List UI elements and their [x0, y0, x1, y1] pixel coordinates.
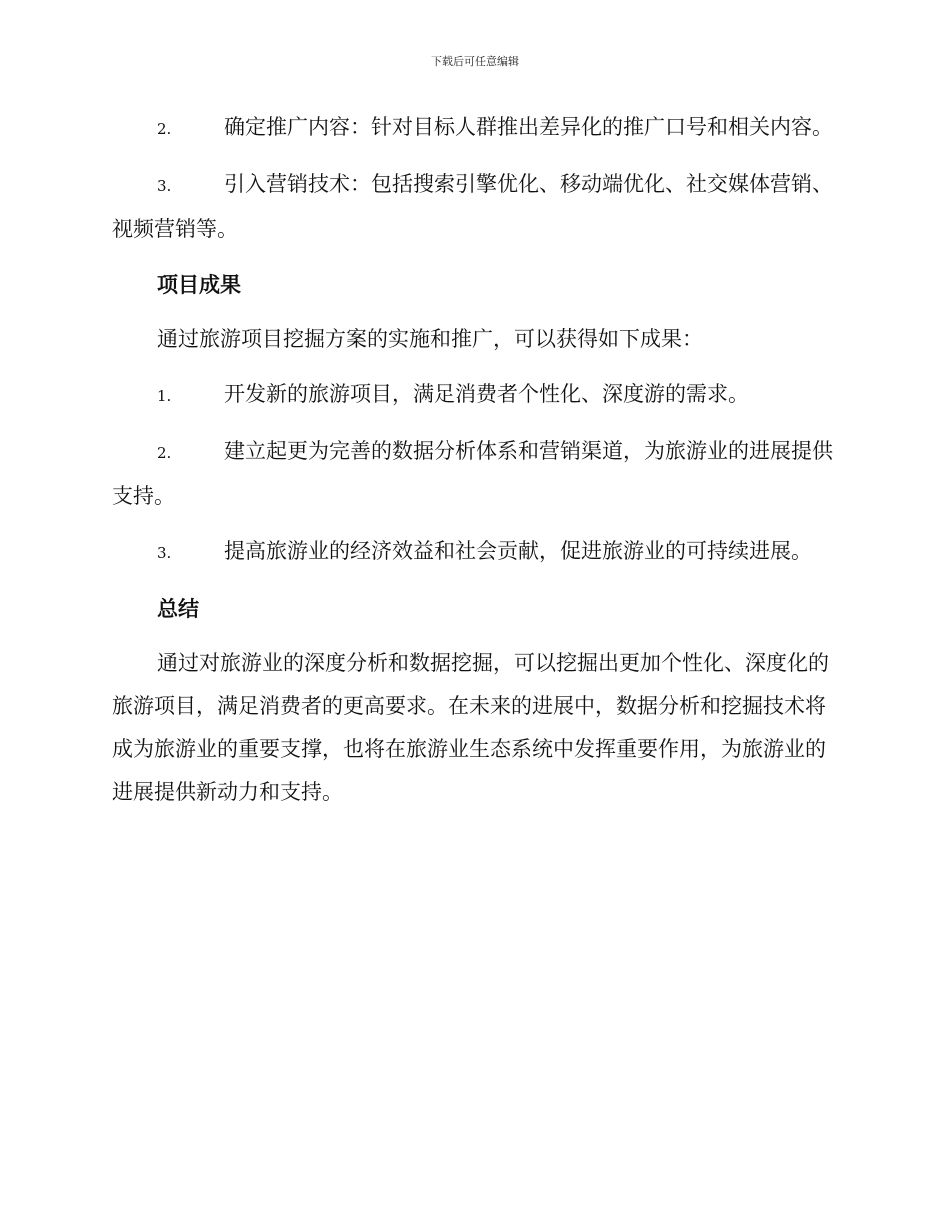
list-number: 2.: [157, 120, 172, 138]
list-number: 3.: [157, 177, 172, 195]
results-intro: 通过旅游项目挖掘方案的实施和推广，可以获得如下成果：: [157, 327, 703, 351]
section-heading-results: 项目成果: [157, 272, 241, 297]
list-item: [112, 530, 838, 575]
list-text: 提高旅游业的经济效益和社会贡献，促进旅游业的可持续进展。: [224, 539, 812, 563]
page-header: 下载后可任意编辑: [431, 55, 519, 68]
summary-paragraph: 通过对旅游业的深度分析和数据挖掘，可以挖掘出更加个性化、深度化的旅游项目，满足消费者的更高要求。在未来的进展中，数据分析和挖掘技术将成为旅游业的重要支撑，也将在旅游业生态系统中发挥重要作用，为旅游业的进展提供新动力和支持。: [112, 651, 829, 804]
list-item: [112, 430, 838, 518]
list-number: 3.: [157, 544, 172, 562]
list-text: 引入营销技术：包括搜索引擎优化、移动端优化、社交媒体营销、视频营销等。: [112, 172, 833, 241]
list-item: [112, 163, 838, 251]
document-body: [112, 106, 838, 826]
section-heading-summary: 总结: [157, 596, 199, 621]
list-number: 2.: [157, 444, 172, 462]
list-text: 确定推广内容：针对目标人群推出差异化的推广口号和相关内容。: [224, 115, 833, 139]
list-item: [112, 106, 838, 151]
list-item: [112, 373, 838, 418]
list-text: 开发新的旅游项目，满足消费者个性化、深度游的需求。: [224, 382, 749, 406]
list-number: 1.: [157, 387, 172, 405]
list-text: 建立起更为完善的数据分析体系和营销渠道，为旅游业的进展提供支持。: [112, 439, 833, 508]
